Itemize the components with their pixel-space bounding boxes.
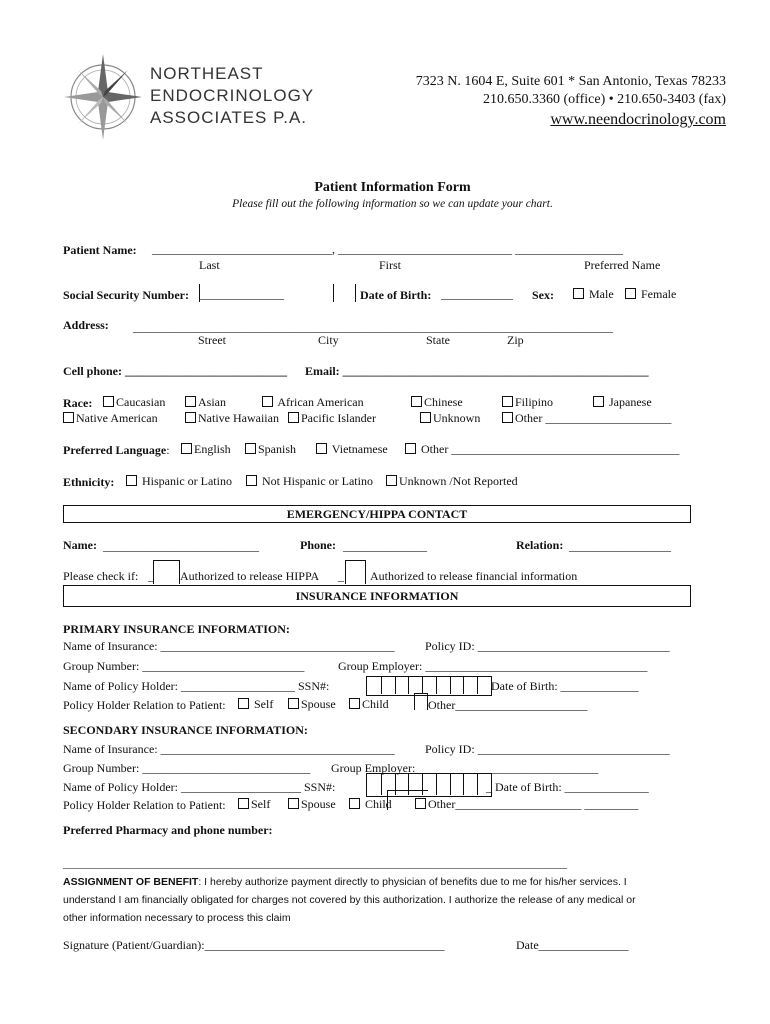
secondary-spouse-checkbox[interactable] <box>288 798 299 809</box>
email-field[interactable]: Email: ___________________________________________________ <box>305 364 649 378</box>
secondary-relation-spouse[interactable]: Spouse <box>288 798 336 810</box>
secondary-holder-dob-field[interactable]: _ Date of Birth: ______________ <box>486 780 649 794</box>
ssn-digit-divider <box>395 676 396 694</box>
signature-field[interactable]: Signature (Patient/Guardian):________________________________________ <box>63 938 445 952</box>
preferred-language-label: Preferred Language: <box>63 443 170 457</box>
financial-authorization: Authorized to release financial information <box>370 569 578 583</box>
logo-line-2: ENDOCRINOLOGY <box>150 86 315 105</box>
primary-other-checkbox[interactable] <box>414 693 428 710</box>
chinese-checkbox[interactable] <box>411 396 422 407</box>
signature-date-field[interactable]: Date_______________ <box>516 938 629 952</box>
cell-phone-field[interactable]: Cell phone: ___________________________ <box>63 364 288 378</box>
dob-field[interactable]: ____________ <box>441 287 513 301</box>
logo-line-1: NORTHEAST <box>150 64 264 83</box>
race-asian[interactable]: Asian <box>185 396 226 408</box>
ssn-digit-divider <box>381 676 382 694</box>
secondary-group-number-field[interactable]: Group Number: ____________________________ <box>63 761 311 775</box>
race-caucasian[interactable]: Caucasian <box>103 396 165 408</box>
language-other[interactable]: Other ______________________________________ <box>405 443 679 455</box>
emergency-relation-field[interactable]: _________________ <box>569 539 671 553</box>
primary-spouse-checkbox[interactable] <box>288 698 299 709</box>
other-race-checkbox[interactable] <box>502 412 513 423</box>
emergency-contact-header: EMERGENCY/HIPPA CONTACT <box>63 505 691 523</box>
race-native-american[interactable]: Native American <box>63 412 158 424</box>
secondary-relation-other[interactable]: Other_____________________ _________ <box>415 798 638 810</box>
hispanic-checkbox[interactable] <box>126 475 137 486</box>
primary-group-employer-field[interactable]: Group Employer: _____________________________________ <box>338 659 648 673</box>
secondary-group-employer-field[interactable]: Group Employer: ______________________________ <box>331 761 599 775</box>
assignment-line-1: ASSIGNMENT OF BENEFIT: I hereby authorize payment directly to physician of benefits due to me for his/her services. I <box>63 876 627 888</box>
native-hawaiian-checkbox[interactable] <box>185 412 196 423</box>
preferred-name-caption: Preferred Name <box>584 258 661 272</box>
ethnicity-unknown[interactable]: Unknown /Not Reported <box>386 475 518 487</box>
city-caption: City <box>318 333 339 347</box>
zip-caption: Zip <box>507 333 524 347</box>
hippa-authorization: Authorized to release HIPPA <box>180 569 320 583</box>
ssn-digit-divider <box>436 773 437 795</box>
primary-relation-spouse[interactable]: Spouse <box>288 698 336 710</box>
compass-star-icon <box>62 52 144 142</box>
primary-policy-id-field[interactable]: Policy ID: ________________________________ <box>425 639 670 653</box>
race-japanese[interactable]: Japanese <box>593 396 652 408</box>
male-checkbox[interactable] <box>573 288 584 299</box>
ssn-label: Social Security Number: <box>63 288 189 302</box>
patient-name-label: Patient Name: <box>63 243 137 257</box>
emergency-phone-field[interactable]: ______________ <box>343 539 427 553</box>
vietnamese-checkbox[interactable] <box>316 443 327 454</box>
ethnicity-label: Ethnicity: <box>63 475 115 489</box>
english-checkbox[interactable] <box>181 443 192 454</box>
primary-relation-child[interactable]: Child <box>349 698 389 710</box>
other-language-checkbox[interactable] <box>405 443 416 454</box>
primary-insurance-title: PRIMARY INSURANCE INFORMATION: <box>63 622 290 636</box>
secondary-other-checkbox[interactable] <box>415 798 426 809</box>
clinic-logo <box>62 52 144 142</box>
hippa-checkbox[interactable] <box>153 560 180 584</box>
clinic-phone: 210.650.3360 (office) • 210.650-3403 (fax) <box>483 92 726 107</box>
ssn-field[interactable]: ______________ <box>200 287 284 301</box>
spanish-checkbox[interactable] <box>245 443 256 454</box>
race-native-hawaiian[interactable]: Native Hawaiian <box>185 412 279 424</box>
secondary-relation-self[interactable]: Self <box>238 798 270 810</box>
race-pacific-islander[interactable]: Pacific Islander <box>288 412 376 424</box>
language-spanish[interactable]: Spanish <box>245 443 296 455</box>
primary-relation-self[interactable]: Self <box>238 698 273 710</box>
ssn-digit-divider <box>477 773 478 795</box>
logo-line-3: ASSOCIATES P.A. <box>150 108 308 127</box>
primary-policy-holder-field[interactable]: Name of Policy Holder: ___________________ SSN#: <box>63 679 330 693</box>
primary-ssn-boxes[interactable] <box>366 676 492 696</box>
emergency-name-label: Name: <box>63 538 97 552</box>
race-filipino[interactable]: Filipino <box>502 396 553 408</box>
financial-underscore: _ <box>338 569 344 583</box>
street-caption: Street <box>198 333 226 347</box>
address-field[interactable]: ________________________________________________________________________________ <box>133 320 613 334</box>
asian-checkbox[interactable] <box>185 396 196 407</box>
ssn-box-divider <box>333 284 334 302</box>
ethnicity-not-hispanic[interactable]: Not Hispanic or Latino <box>246 475 373 487</box>
first-name-caption: First <box>379 258 402 272</box>
emergency-name-field[interactable]: __________________________ <box>103 539 259 553</box>
primary-insurance-name-field[interactable]: Name of Insurance: _______________________________________ <box>63 639 395 653</box>
assignment-line-2: understand I am financially obligated for charges not covered by this authorization. I authorize the release of any medical or <box>63 894 636 906</box>
race-chinese[interactable]: Chinese <box>411 396 463 408</box>
sex-label: Sex: <box>532 288 554 302</box>
ssn-digit-divider <box>463 676 464 694</box>
ssn-digit-divider <box>381 773 382 795</box>
secondary-policy-id-field[interactable]: Policy ID: ________________________________ <box>425 742 670 756</box>
ssn-digit-divider <box>450 773 451 795</box>
primary-self-checkbox[interactable] <box>238 698 249 709</box>
secondary-relation-label: Policy Holder Relation to Patient: <box>63 798 226 812</box>
primary-relation-other[interactable]: Other______________________ <box>428 698 588 712</box>
ssn-digit-divider <box>436 676 437 694</box>
caucasian-checkbox[interactable] <box>103 396 114 407</box>
form-subtitle: Please fill out the following information so we can update your chart. <box>232 198 553 210</box>
sex-female-option[interactable]: Female <box>625 288 676 300</box>
language-vietnamese[interactable]: Vietnamese <box>316 443 388 455</box>
secondary-policy-holder-field[interactable]: Name of Policy Holder: ____________________ SSN#: <box>63 780 336 794</box>
primary-child-checkbox[interactable] <box>349 698 360 709</box>
assignment-line-3: other information necessary to process this claim <box>63 912 291 924</box>
dob-label: Date of Birth: <box>360 288 432 302</box>
last-name-caption: Last <box>199 258 220 272</box>
address-label: Address: <box>63 318 109 332</box>
insurance-header: INSURANCE INFORMATION <box>63 585 691 607</box>
primary-holder-dob-field[interactable]: Date of Birth: _____________ <box>491 679 639 693</box>
ssn-digit-divider <box>463 773 464 795</box>
race-label: Race: <box>63 396 93 410</box>
female-checkbox[interactable] <box>625 288 636 299</box>
african-american-checkbox[interactable] <box>262 396 273 407</box>
secondary-insurance-name-field[interactable]: Name of Insurance: _______________________________________ <box>63 742 395 756</box>
secondary-ssn-boxes[interactable] <box>366 773 492 797</box>
please-check-label: Please check if: <box>63 569 139 583</box>
native-american-checkbox[interactable] <box>63 412 74 423</box>
ssn-digit-divider <box>422 676 423 694</box>
secondary-insurance-title: SECONDARY INSURANCE INFORMATION: <box>63 723 308 737</box>
ssn-digit-divider <box>450 676 451 694</box>
not-hispanic-checkbox[interactable] <box>246 475 257 486</box>
form-title: Patient Information Form <box>314 180 471 195</box>
primary-group-number-field[interactable]: Group Number: ___________________________ <box>63 659 305 673</box>
clinic-website[interactable]: www.neendocrinology.com <box>550 111 726 128</box>
pharmacy-field[interactable]: ________________________________________________________________________________________________ <box>63 859 567 870</box>
secondary-child-checkbox[interactable] <box>349 798 360 809</box>
pacific-islander-checkbox[interactable] <box>288 412 299 423</box>
hippa-underscore: _ <box>148 569 154 583</box>
japanese-checkbox[interactable] <box>593 396 604 407</box>
ethnicity-hispanic[interactable]: Hispanic or Latino <box>126 475 232 487</box>
patient-name-field[interactable]: ______________________________, _____________________________ __________________ <box>152 242 623 256</box>
financial-checkbox[interactable] <box>345 560 366 584</box>
race-other[interactable]: Other _____________________ <box>502 412 671 424</box>
race-african-american[interactable]: African American <box>262 396 364 408</box>
clinic-address: 7323 N. 1604 E, Suite 601 * San Antonio, Texas 78233 <box>415 74 726 89</box>
emergency-relation-label: Relation: <box>516 538 564 552</box>
pharmacy-label: Preferred Pharmacy and phone number: <box>63 823 273 837</box>
filipino-checkbox[interactable] <box>502 396 513 407</box>
race-unknown[interactable]: Unknown <box>420 412 480 424</box>
secondary-self-checkbox[interactable] <box>238 798 249 809</box>
unknown-race-checkbox[interactable] <box>420 412 431 423</box>
secondary-relation-child[interactable]: Child <box>349 798 392 810</box>
state-caption: State <box>426 333 450 347</box>
sex-male-option[interactable]: Male <box>573 288 614 300</box>
ssn-digit-divider <box>408 676 409 694</box>
unknown-ethnicity-checkbox[interactable] <box>386 475 397 486</box>
primary-relation-label: Policy Holder Relation to Patient: <box>63 698 226 712</box>
emergency-phone-label: Phone: <box>300 538 336 552</box>
language-english[interactable]: English <box>181 443 231 455</box>
ssn-digit-divider <box>477 676 478 694</box>
